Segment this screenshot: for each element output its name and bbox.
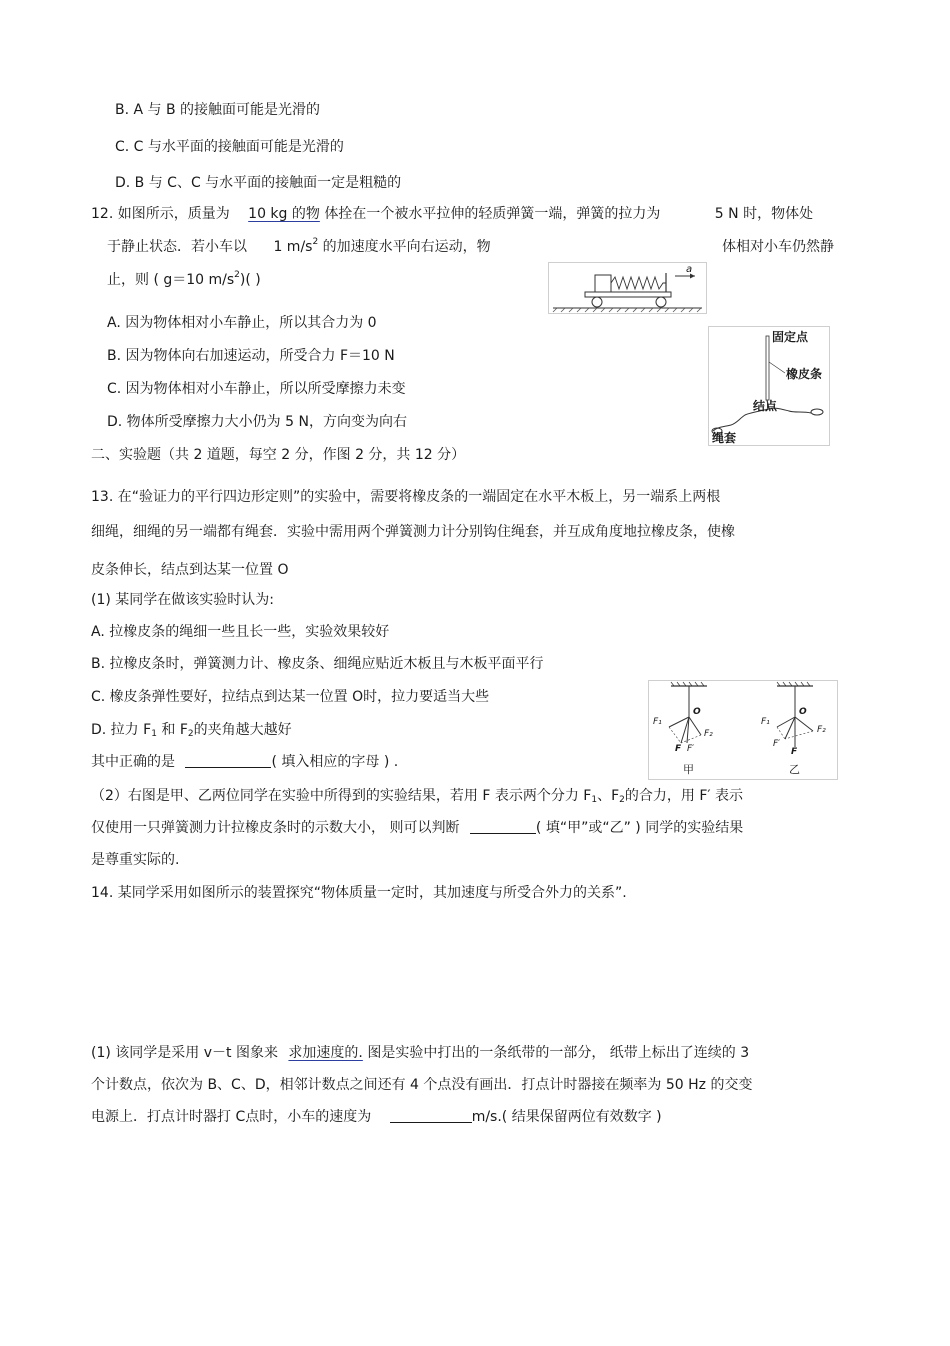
q13-answer-line: 其中正确的是 ( 填入相应的字母 ) . [91,754,399,770]
jia-o-label: O [693,707,701,717]
yi-fprime-label: F′ [773,739,781,749]
acceleration-label: a [686,264,693,275]
q11-option-d: D. B 与 C、C 与水平面的接触面一定是粗糙的 [115,175,402,191]
cart-spring-figure [548,262,707,314]
q13-option-b: B. 拉橡皮条时，弹簧测力计、橡皮条、细绳应贴近木板且与木板平面平行 [91,656,544,672]
section-2-heading: 二、实验题（共 2 道题，每空 2 分，作图 2 分，共 12 分） [91,447,466,463]
q14-part-1-line-2: 个计数点，依次为 B、C、D，相邻计数点之间还有 4 个点没有画出．打点计时器接在频率为 50 Hz 的交变 [91,1077,753,1093]
q12-line-3: 止，则 ( g＝10 $m/s^2$)( ) [107,270,261,288]
yi-f1-label: F₁ [761,717,770,727]
q14-part-1-line-1: (1) 该同学是采用 v－t 图象来 求加速度的. 图是实验中打出的一条纸带的一部分， 纸带上标出了连续的 3 [91,1045,750,1061]
q12-line-2: 于静止状态．若小车以 1 $m/s^2$ 的加速度水平向右运动，物 [107,237,491,255]
q14-part-1-line-3: 电源上．打点计时器打 C点时，小车的速度为 m/s.( 结果保留两位有效数字 ) [91,1109,662,1125]
q11-option-b: B. A 与 B 的接触面可能是光滑的 [115,102,321,118]
jia-f1-label: F₁ [653,717,662,727]
q12-option-a: A. 因为物体相对小车静止，所以其合力为 0 [107,315,377,331]
q12-mass: 10 kg 的物 [248,206,320,222]
q13-line-3: 皮条伸长，结点到达某一位置 O [91,562,289,578]
q12-option-c: C. 因为物体相对小车静止，所以所受摩擦力未变 [107,381,406,397]
jia-label: 甲 [683,763,694,776]
q12-line-2-end: 体相对小车仍然静 [722,239,834,255]
answer-blank-3[interactable] [390,1108,472,1123]
jia-f2-label: F₂ [704,729,713,739]
yi-f-label: F [791,747,798,757]
yi-f2-label: F₂ [817,725,826,735]
answer-blank-2[interactable] [470,819,536,834]
knot-label: 结点 [753,399,778,413]
q13-part-2-line-1: （2）右图是甲、乙两位同学在实验中所得到的实验结果，若用 F 表示两个分力 $F_1$、$F_2$的合力，用 F′ 表示 [91,788,744,805]
force-diagrams-figure [648,680,838,780]
q12-option-b: B. 因为物体向右加速运动，所受合力 F＝10 N [107,348,395,364]
q14-line-1: 14. 某同学采用如图所示的装置探究“物体质量一定时，其加速度与所受合外力的关系”. [91,885,627,901]
jia-fprime-label: F′ [687,744,695,754]
yi-label: 乙 [789,763,800,776]
q13-part-2-line-3: 是尊重实际的. [91,852,180,868]
q13-part-2-line-2: 仅使用一只弹簧测力计拉橡皮条时的示数大小， 则可以判断 ( 填“甲”或“乙” ) 同学的实验结果 [91,820,744,836]
q13-part-1: (1) 某同学在做该实验时认为: [91,592,274,608]
answer-blank-1[interactable] [185,753,271,768]
q13-option-c: C. 橡皮条弹性要好，拉结点到达某一位置 O时，拉力要适当大些 [91,689,490,705]
fixed-point-label: 固定点 [772,330,809,344]
rubber-band-figure [708,326,830,446]
rope-loop-label: 绳套 [712,431,737,445]
q13-line-2: 细绳，细绳的另一端都有绳套．实验中需用两个弹簧测力计分别钩住绳套，并互成角度地拉橡皮条，使橡 [91,524,735,540]
jia-f-label: F [675,744,682,754]
yi-o-label: O [799,707,807,717]
q12-line-1: 12. 如图所示，质量为 10 kg 的物 体拴在一个被水平拉伸的轻质弹簧一端，弹簧的拉力为 5 N 时，物体处 [91,206,814,222]
rubber-band-label: 橡皮条 [786,367,823,381]
q11-option-c: C. C 与水平面的接触面可能是光滑的 [115,139,344,155]
q13-option-d: D. 拉力 $F_1$ 和 $F_2$的夹角越大越好 [91,722,292,739]
q13-option-a: A. 拉橡皮条的绳细一些且长一些，实验效果较好 [91,624,390,640]
q13-line-1: 13. 在“验证力的平行四边形定则”的实验中，需要将橡皮条的一端固定在水平木板上，另一端系上两根 [91,489,721,505]
q12-option-d: D. 物体所受摩擦力大小仍为 5 N，方向变为向右 [107,414,407,430]
